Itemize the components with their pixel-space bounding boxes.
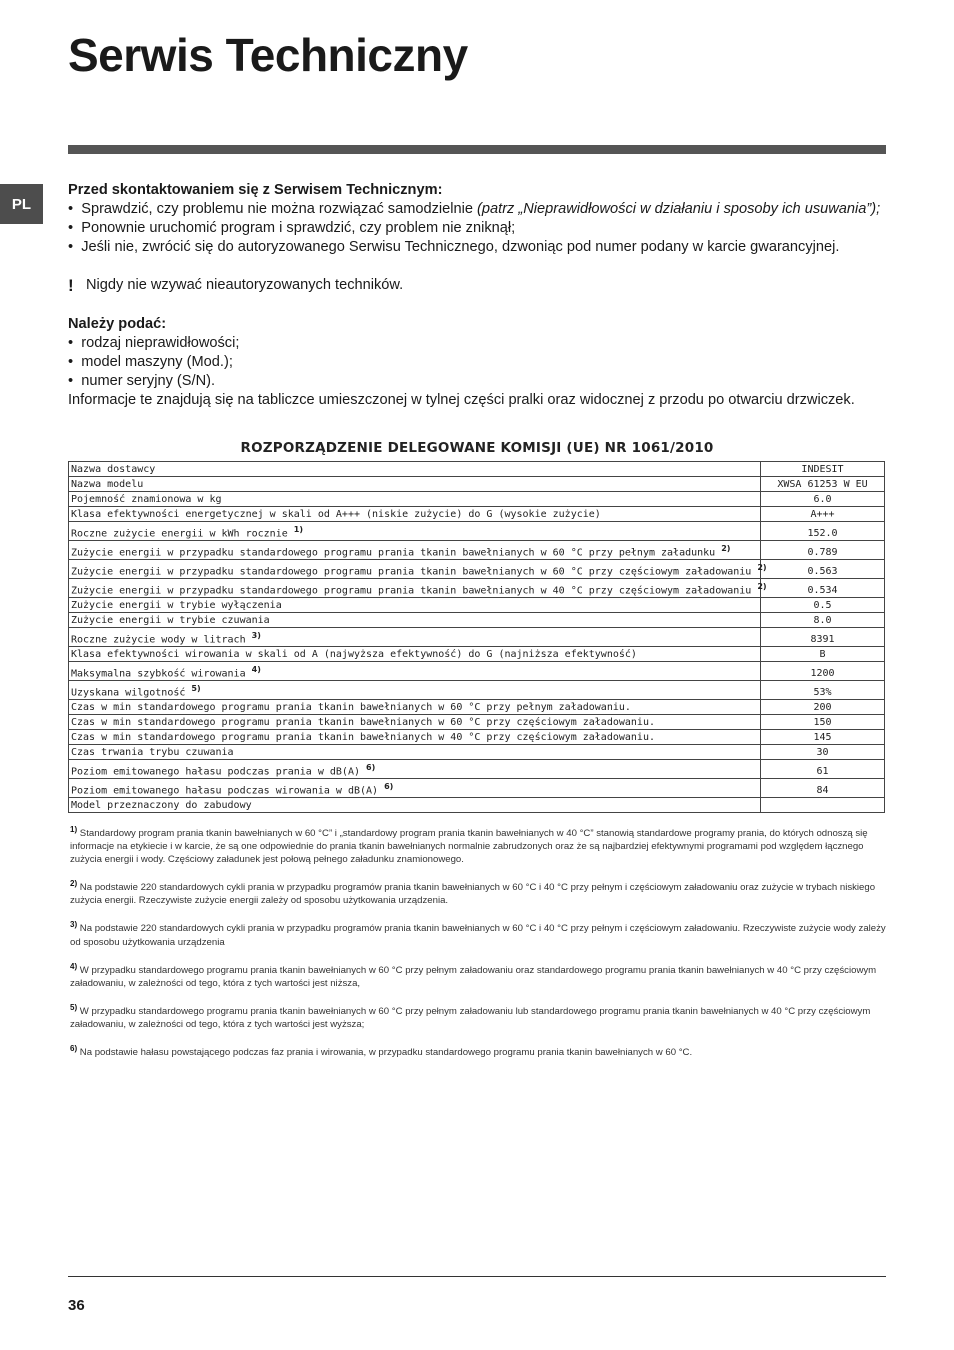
row-value: 150: [761, 715, 885, 730]
row-label: [69, 745, 761, 760]
row-label-text: Zużycie energii w przypadku standardowego programu prania tkanin bawełnianych w 40 °C przy częściowym załadowaniu: [71, 585, 752, 596]
row-value: A+++: [761, 507, 885, 522]
row-label: [69, 681, 761, 700]
intro-heading: Przed skontaktowaniem się z Serwisem Technicznym:: [68, 182, 443, 198]
footnote: [70, 960, 888, 990]
page-number: 36: [68, 1297, 85, 1314]
row-value: B: [761, 647, 885, 662]
intro-bullet-3: • Jeśli nie, zwrócić się do autoryzowanego Serwisu Technicznego, dzwoniąc pod numer podany w karcie gwarancyjnej.: [68, 238, 888, 257]
row-value: 53%: [761, 681, 885, 700]
row-value: 0.5: [761, 598, 885, 613]
table-row: [69, 628, 885, 647]
footnote: [70, 877, 888, 907]
table-row: [69, 462, 885, 477]
footnote-mark: 5): [70, 1002, 78, 1012]
footnote-text: W przypadku standardowego programu prania tkanin bawełnianych w 60 °C przy pełnym załadowaniu lub standardowego programu prania tkanin bawełnianych w 40 °C przy częściowym załadowaniu, w zależności od tego, która z tych wartości jest wyższa;: [70, 1005, 871, 1030]
row-label: [69, 700, 761, 715]
row-value: 0.534: [761, 579, 885, 598]
table-row: [69, 715, 885, 730]
row-value: 152.0: [761, 522, 885, 541]
row-label: [69, 477, 761, 492]
table-row: [69, 798, 885, 813]
table-row: [69, 492, 885, 507]
warning-note: [68, 276, 888, 295]
table-row: [69, 681, 885, 700]
footnote-text: W przypadku standardowego programu prania tkanin bawełnianych w 60 °C przy pełnym załadowaniu oraz standardowego programu prania tkanin bawełnianych w 40 °C przy częściowym załadowaniu, w zależności od tego, która z tych wartości jest niższa,: [70, 964, 877, 989]
row-label-text: Zużycie energii w trybie czuwania: [71, 615, 270, 626]
row-label: [69, 647, 761, 662]
title-divider-bar: [68, 145, 886, 154]
regulation-table: [68, 461, 885, 813]
row-label-text: Zużycie energii w przypadku standardowego programu prania tkanin bawełnianych w 60 °C przy częściowym załadowaniu: [71, 566, 752, 577]
footnote-mark: 2): [70, 879, 78, 889]
row-label: [69, 798, 761, 813]
table-row: [69, 522, 885, 541]
table-row: [69, 700, 885, 715]
warning-text: Nigdy nie wzywać nieautoryzowanych techników.: [86, 277, 404, 293]
table-row: [69, 647, 885, 662]
footnote-ref: 5): [191, 683, 201, 693]
footnote-text: Na podstawie 220 standardowych cykli prania w przypadku programów prania tkanin bawełnianych w 60 °C i 40 °C przy pełnym i częściowym załadowaniu oraz zużycie w trybach niskiego zużycia energii. Rzeczywiste zużycie energii zależy od sposobu użytkowania urządzenia.: [70, 882, 876, 907]
table-row: [69, 760, 885, 779]
footnote-mark: 3): [70, 920, 78, 930]
footnotes: [70, 823, 888, 1070]
row-label-text: Zużycie energii w przypadku standardowego programu prania tkanin bawełnianych w 60 °C przy pełnym załadunku: [71, 547, 716, 558]
row-value: [761, 798, 885, 813]
row-label-text: Uzyskana wilgotność: [71, 687, 186, 698]
footnote-mark: 1): [70, 825, 78, 834]
footnote-mark: 6): [70, 1043, 78, 1053]
row-label: [69, 760, 761, 779]
provide-bullet-3: • numer seryjny (S/N).: [68, 372, 888, 391]
row-label-text: Czas w min standardowego programu prania tkanin bawełnianych w 60 °C przy częściowym załadowaniu.: [71, 717, 655, 728]
table-row: [69, 541, 885, 560]
warning-icon: !: [68, 276, 74, 295]
footnote: [70, 918, 888, 948]
footnote-text: Na podstawie 220 standardowych cykli prania w przypadku programów prania tkanin bawełnianych w 60 °C i 40 °C przy pełnym i częściowym załadowaniu. Rzeczywiste zużycie wody zależy od sposobu użytkowania urządzenia: [70, 923, 886, 948]
row-label-text: Poziom emitowanego hałasu podczas wirowania w dB(A): [71, 785, 379, 796]
row-label: [69, 779, 761, 798]
footnote-ref: 6): [384, 781, 394, 791]
row-label: [69, 628, 761, 647]
provide-bullet-1: • rodzaj nieprawidłowości;: [68, 334, 888, 353]
row-label-text: Pojemność znamionowa w kg: [71, 494, 222, 505]
footnote-mark: 4): [70, 961, 78, 971]
row-value: 8391: [761, 628, 885, 647]
row-label-text: Nazwa dostawcy: [71, 464, 156, 475]
intro-bullet-1-text: Sprawdzić, czy problemu nie można rozwiązać samodzielnie: [81, 201, 473, 217]
row-label-text: Czas trwania trybu czuwania: [71, 747, 234, 758]
row-label-text: Klasa efektywności wirowania w skali od A (najwyższa efektywność) do G (najniższa efektywność): [71, 649, 637, 660]
row-value: 1200: [761, 662, 885, 681]
footnote-ref: 4): [251, 664, 261, 674]
footnote-ref: 2): [757, 581, 767, 591]
provide-heading: Należy podać:: [68, 316, 167, 332]
row-label: [69, 522, 761, 541]
row-label-text: Zużycie energii w trybie wyłączenia: [71, 600, 282, 611]
table-row: [69, 613, 885, 628]
table-row: [69, 662, 885, 681]
row-value: 8.0: [761, 613, 885, 628]
footnote-text: Na podstawie hałasu powstającego podczas faz prania i wirowania, w przypadku standardowego programu prania tkanin bawełnianych w 60 °C.: [79, 1047, 693, 1059]
table-row: [69, 730, 885, 745]
row-label: [69, 579, 767, 598]
page-title: Serwis Techniczny: [68, 29, 468, 81]
footnote-ref: 6): [366, 762, 376, 772]
row-value: 30: [761, 745, 885, 760]
row-value: 0.563: [761, 560, 885, 579]
row-label-text: Roczne zużycie wody w litrach: [71, 634, 246, 645]
table-row: [69, 579, 885, 598]
row-label: [69, 507, 761, 522]
table-row: [69, 745, 885, 760]
footnote-ref: 3): [251, 630, 261, 640]
row-label: [69, 560, 767, 579]
row-label: [69, 492, 761, 507]
row-label: [69, 462, 761, 477]
provide-bullet-2: • model maszyny (Mod.);: [68, 353, 888, 372]
regulation-title: ROZPORZĄDZENIE DELEGOWANE KOMISJI (UE) NR 1061/2010: [240, 440, 714, 456]
intro-section: [68, 181, 888, 257]
footnote-ref: 2): [757, 562, 767, 572]
table-row: [69, 560, 885, 579]
footer-divider: [68, 1276, 886, 1277]
row-label-text: Poziom emitowanego hałasu podczas prania w dB(A): [71, 766, 360, 777]
row-value: INDESIT: [761, 462, 885, 477]
row-label-text: Model przeznaczony do zabudowy: [71, 800, 252, 811]
footnote-ref: 1): [293, 524, 304, 534]
footnote-ref: 2): [721, 543, 731, 553]
table-row: [69, 779, 885, 798]
provide-note: Informacje te znajdują się na tabliczce umieszczonej w tylnej części pralki oraz widocznej z przodu po otwarciu drzwiczek.: [68, 392, 855, 408]
provide-section: [68, 315, 888, 410]
row-label: [69, 715, 761, 730]
table-row: [69, 507, 885, 522]
footnote: [70, 823, 888, 866]
footnote: [70, 1042, 888, 1059]
row-label-text: Nazwa modelu: [71, 479, 144, 490]
row-value: 84: [761, 779, 885, 798]
row-value: XWSA 61253 W EU: [761, 477, 885, 492]
row-label: [69, 541, 761, 560]
footnote-text: Standardowy program prania tkanin bawełnianych w 60 °C” i „standardowy program prania tkanin bawełnianych w 40 °C” stanowią standardowe programy prania, do których odnoszą się informacje na etykiecie i w karcie, że są one odpowiednie do prania tkanin bawełnianych normalnie zabrudzonych oraz że są najbardziej efektywnymi programami pod względem łącznego zużycia energii i wody. Częściowy załadunek jest połową pełnego załadunku znamionowego.: [70, 828, 868, 866]
row-value: 145: [761, 730, 885, 745]
row-label: [69, 598, 761, 613]
intro-bullet-2: • Ponownie uruchomić program i sprawdzić, czy problem nie zniknął;: [68, 219, 888, 238]
row-label: [69, 613, 761, 628]
language-tab: PL: [0, 184, 43, 224]
row-value: 200: [761, 700, 885, 715]
table-row: [69, 598, 885, 613]
row-label-text: Klasa efektywności energetycznej w skali od A+++ (niskie zużycie) do G (wysokie zużycie): [71, 509, 601, 520]
row-label-text: Maksymalna szybkość wirowania: [71, 668, 246, 679]
row-label: [69, 662, 761, 681]
row-label: [69, 730, 761, 745]
intro-bullet-1-reference: (patrz „Nieprawidłowości w działaniu i sposoby ich usuwania”);: [477, 201, 881, 217]
row-value: 0.789: [761, 541, 885, 560]
row-label-text: Czas w min standardowego programu prania tkanin bawełnianych w 40 °C przy częściowym załadowaniu.: [71, 732, 655, 743]
row-value: 6.0: [761, 492, 885, 507]
intro-bullet-1: [68, 200, 888, 219]
footnote: [70, 1001, 888, 1031]
row-value: 61: [761, 760, 885, 779]
table-row: [69, 477, 885, 492]
row-label-text: Czas w min standardowego programu prania tkanin bawełnianych w 60 °C przy pełnym załadowaniu.: [71, 702, 631, 713]
row-label-text: Roczne zużycie energii w kWh rocznie: [71, 528, 288, 539]
